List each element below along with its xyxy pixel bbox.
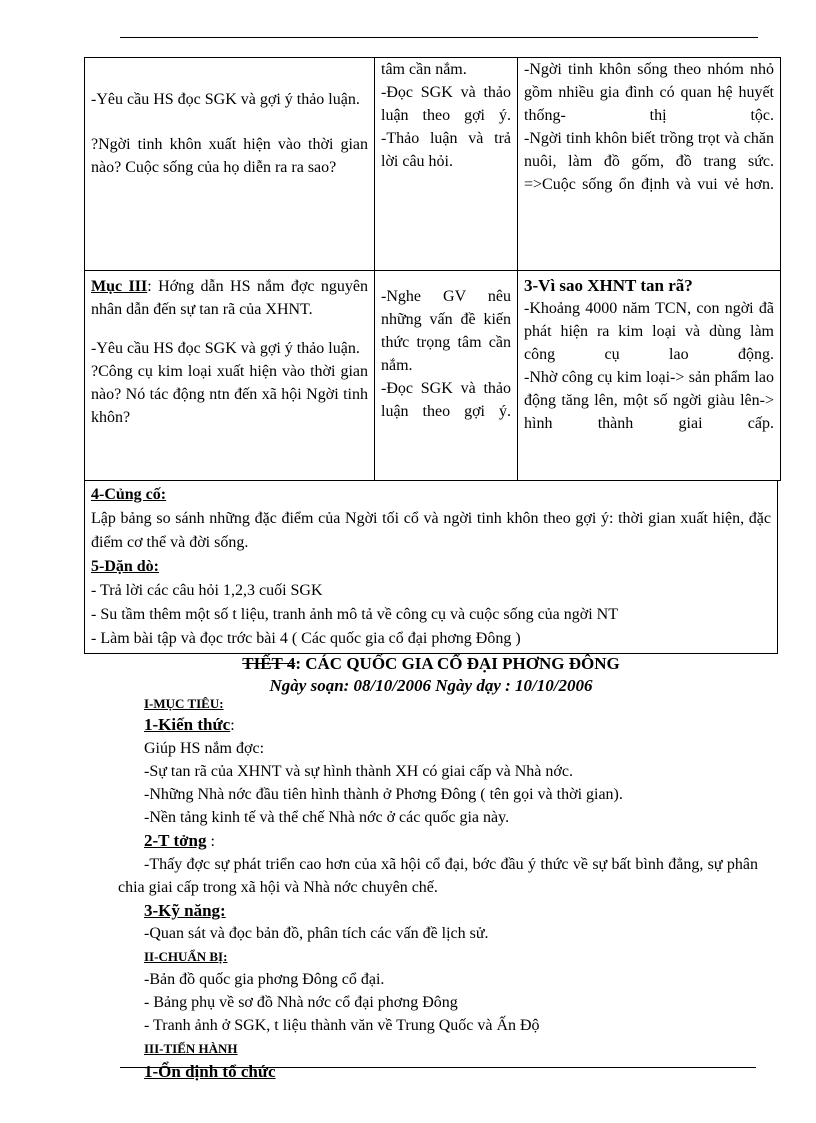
knowledge-intro: Giúp HS nắm đợc: <box>144 740 265 757</box>
section-intro <box>91 275 368 321</box>
content-cell <box>518 58 781 271</box>
header-rule <box>120 37 758 38</box>
preparation-item: - Bảng phụ về sơ đồ Nhà nớc cổ đại phơng Đông <box>144 994 458 1011</box>
consolidation-heading: 4-Củng cố: <box>91 486 167 503</box>
objectives-heading: I-MỤC TIÊU: <box>144 696 224 711</box>
section-intro-text: : Hớng dẫn HS nắm đợc nguyên nhân dẫn đến sự tan rã của XHNT. <box>91 278 369 318</box>
process-heading: III-TIẾN HÀNH <box>144 1041 238 1056</box>
activity-text: -Đọc SGK và thảo luận theo gợi ý. <box>381 380 511 420</box>
activity-text: tâm cần nắm. <box>381 61 467 78</box>
content-text: -Ngời tinh khôn biết trồng trọt và chăn nuôi, làm đồ gốm, đồ trang sức. <box>524 130 774 170</box>
instruction-text: -Yêu cầu HS đọc SGK và gợi ý thảo luận. <box>91 91 360 108</box>
knowledge-heading-line <box>118 713 758 737</box>
teacher-activity-cell <box>85 58 375 271</box>
knowledge-item: -Sự tan rã của XHNT và sự hình thành XH có giai cấp và Nhà nớc. <box>144 763 573 780</box>
knowledge-colon: : <box>230 717 235 734</box>
content-cell <box>518 271 781 481</box>
content-text: -Ngời tinh khôn sống theo nhóm nhỏ gồm nhiều gia đình có quan hệ huyết thống- thị tộc. <box>524 61 774 124</box>
consolidation-text: Lập bảng so sánh những đặc điểm của Ngời tối cổ và ngời tinh khôn theo gợi ý: thời gian xuất hiện, đặc điểm cơ thể và đời sống. <box>91 510 771 551</box>
lesson-activity-table <box>84 57 781 481</box>
content-text: -Nhờ công cụ kim loại-> sản phẩm lao động tăng lên, một số ngời giàu lên-> hình thành giai cấp. <box>524 369 774 432</box>
lesson-dates: Ngày soạn: 08/10/2006 Ngày dạy : 10/10/2006 <box>269 676 593 695</box>
knowledge-item: -Nền tảng kinh tế và thể chế Nhà nớc ở các quốc gia này. <box>144 809 510 826</box>
stabilize-heading: 1-Ổn định tổ chức <box>144 1062 276 1081</box>
thought-text: -Thấy đợc sự phát triển cao hơn của xã hội cổ đại, bớc đầu ý thức về sự bất bình đẳng, sự phân chia giai cấp trong xã hội và Nhà nớc chuyên chế. <box>118 856 758 896</box>
content-heading: 3-Vì sao XHNT tan rã? <box>524 276 693 295</box>
activity-text: -Đọc SGK và thảo luận theo gợi ý. <box>381 84 511 124</box>
lesson-title <box>84 653 778 675</box>
question-text: ?Ngời tinh khôn xuất hiện vào thời gian nào? Cuộc sống của họ diễn ra ra sao? <box>91 136 368 176</box>
lesson-number: TIẾT 4 <box>242 654 296 673</box>
knowledge-heading: 1-Kiến thức <box>144 715 231 734</box>
thought-heading: 2-T tởng <box>144 831 207 850</box>
section-label: Mục III <box>91 278 148 295</box>
content-text: -Khoảng 4000 năm TCN, con ngời đã phát hiện ra kim loại và dùng làm công cụ lao động. <box>524 300 774 363</box>
thought-colon: : <box>206 833 215 850</box>
homework-item: - Trả lời các câu hỏi 1,2,3 cuối SGK <box>91 582 323 599</box>
table-row <box>85 58 781 271</box>
footer-rule <box>120 1067 756 1068</box>
homework-item: - Su tầm thêm một số t liệu, tranh ảnh mô tả về công cụ và cuộc sống của ngời NT <box>91 606 619 623</box>
preparation-item: - Tranh ảnh ở SGK, t liệu thành văn về Trung Quốc và Ấn Độ <box>144 1017 540 1034</box>
summary-box <box>84 480 778 654</box>
lesson-title-text: : CÁC QUỐC GIA CỔ ĐẠI PHƠNG ĐÔNG <box>295 654 620 673</box>
student-activity-cell <box>375 271 518 481</box>
preparation-heading: II-CHUẨN BỊ: <box>144 949 228 964</box>
skills-text: -Quan sát và đọc bản đồ, phân tích các vấn đề lịch sử. <box>144 925 489 942</box>
thought-heading-line <box>118 829 758 853</box>
preparation-item: -Bản đồ quốc gia phơng Đông cổ đại. <box>144 971 385 988</box>
student-activity-cell <box>375 58 518 271</box>
instruction-text: -Yêu cầu HS đọc SGK và gợi ý thảo luận. <box>91 340 360 357</box>
lesson-body <box>118 695 758 1083</box>
content-text: =>Cuộc sống ổn định và vui vẻ hơn. <box>524 176 774 193</box>
activity-text: -Thảo luận và trả lời câu hỏi. <box>381 130 511 170</box>
activity-text: -Nghe GV nêu những vấn đề kiến thức trọng tâm cần nắm. <box>381 288 511 374</box>
knowledge-item: -Những Nhà nớc đầu tiên hình thành ở Phơng Đông ( tên gọi và thời gian). <box>144 786 623 803</box>
skills-heading: 3-Kỹ năng: <box>144 901 226 920</box>
homework-item: - Làm bài tập và đọc trớc bài 4 ( Các quốc gia cổ đại phơng Đông ) <box>91 630 521 647</box>
homework-heading: 5-Dặn dò: <box>91 558 160 575</box>
question-text: ?Công cụ kim loại xuất hiện vào thời gian nào? Nó tác động ntn đến xã hội Ngời tinh khôn? <box>91 363 368 426</box>
table-row <box>85 271 781 481</box>
teacher-activity-cell <box>85 271 375 481</box>
